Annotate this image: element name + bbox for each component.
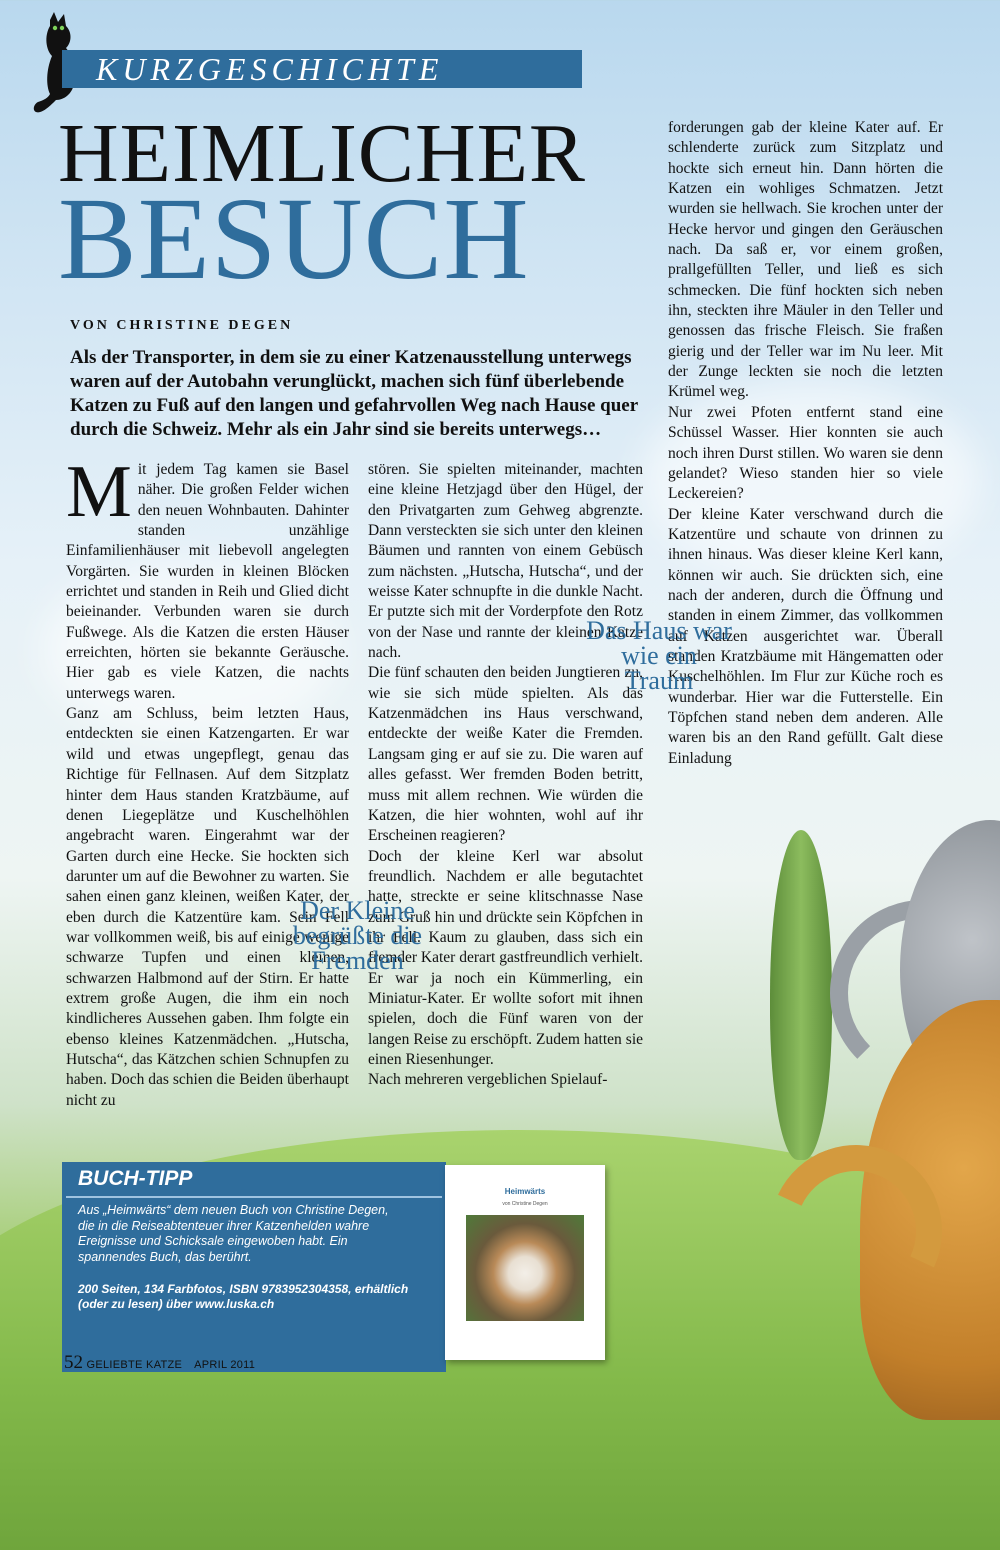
issue-date: APRIL 2011 [194, 1359, 256, 1371]
cypress-tree [770, 830, 832, 1160]
article-column-2 [368, 460, 643, 1091]
paragraph: Der kleine Kater verschwand durch die Katzentüre und schaute von drinnen zu ihnen hinaus. Was dieser kleine Kerl kann, können wir auch. Sie drückten sich, eine nach der anderen, durch die Öffnung und standen in einem Zimmer, das vollkommen auf Katzen ausgerichtet war. Überall standen Kratzbäume mit Hängematten oder Kuschelhöhlen. Im Flur zur Küche roch es wunderbar. Hier war die Futterstelle. Ein Töpfchen stand neben dem anderen. Alle waren bis an den Rand gefüllt. Galt diese Einladung [668, 505, 943, 767]
book-tip-box [62, 1162, 446, 1372]
lead-paragraph: Als der Transporter, in dem sie zu einer Katzenausstellung unterwegs waren auf der Autobahn verunglückt, machen sich fünf überlebende Katzen zu Fuß auf den langen und gefahrvollen Weg nach Hause quer durch die Schweiz. Mehr als ein Jahr sind sie bereits unterwegs… [70, 347, 638, 440]
paragraph: Doch der kleine Kerl war absolut freundlich. Nachdem er alle begutachtet hatte, streckte er seine klitschnasse Nase zum Gruß hin und drückte sein Köpfchen in ihr Fell. Kaum zu glauben, dass sich ein fremder Kater derart gastfreundlich verhielt. Er war ja noch ein Kümmerling, ein Miniatur-Kater. Er wollte sofort mit ihnen spielen, doch die Fünf waren von der langen Reise zu erschöpft. Zudem hatten sie einen Riesenhunger. [368, 847, 643, 1068]
book-cover-title: Heimwärts [504, 1187, 546, 1196]
page-number: 52 [64, 1352, 83, 1373]
book-cover-author: von Christine Degen [502, 1201, 548, 1207]
paragraph: forderungen gab der kleine Kater auf. Er schlenderte zurück zum Sitzplatz und hockte sich erneut hin. Dann hörten die Katzen ein wohliges Schmatzen. Jetzt wurden sie hellwach. Sie krochen unter der Hecke hervor und gingen den Geräuschen nach. Da saß er, vor einem großen, prallgefüllten Teller, und ließ es sich schmecken. Die fünf hockten sich neben ihn, steckten ihre Mäuler in den Teller und genossen das frische Fleisch. Sie fraßen gierig und der Teller war im Nu leer. Mit der Zunge leckten sie noch die letzten Krümel weg. [668, 119, 943, 401]
headline-line-2: BESUCH [58, 173, 530, 304]
book-tip-text: Aus „Heimwärts“ dem neuen Buch von Christine Degen, die in die Reiseabtenteuer ihrer Katzenhelden wahre Ereignisse und Schicksale eingewoben habt. Ein spannendes Buch, das berührt. [78, 1203, 389, 1264]
drop-cap: M [66, 451, 132, 533]
headline-line-1: HEIMLICHER [58, 107, 586, 200]
article-column-1 [66, 451, 349, 1111]
paragraph: Nach mehreren vergeblichen Spielauf- [368, 1071, 608, 1089]
kicker-text: KURZGESCHICHTE [96, 51, 444, 87]
kitten-photo [466, 1215, 584, 1321]
separator: • [185, 1357, 191, 1372]
paragraph: it jedem Tag kamen sie Basel näher. Die großen Felder wichen den neuen Wohnbauten. Dahinter standen unzählige Einfamilienhäuser mit liebevoll angelegten Vorgärten. Sie wurden in kleinen Blöcken errichtet und standen in Reih und Glied dicht beieinander. Verbunden waren sie durch Fußwege. Als die Katzen die ersten Häuser erreichten, hörten sie bekannte Geräusche. Hier gab es viele Katzen, die nachts unterwegs waren. [66, 461, 349, 702]
paragraph: Nur zwei Pfoten entfernt stand eine Schüssel Wasser. Hier konnten sie auch noch ihren Durst stillen. Wo waren sie denn gelandet? Wieso standen hier so viele Leckereien? [668, 403, 943, 503]
divider [66, 1196, 442, 1198]
paragraph: stören. Sie spielten miteinander, machten eine kleine Hetzjagd über den Hügel, der den Privatgarten zum Gehweg abgrenzte. Dann versteckten sie sich unter den kleinen Bäumen und rannten von einem Gebüsch zum nächsten. „Hutscha, Hutscha“, und der weisse Kater schnupfte in die dunkle Nacht. Er putzte sich mit der Vorderpfote den Rotz von der Nase und rannte der kleinen Katze nach. [368, 461, 643, 662]
book-tip-heading: BUCH-TIPP [78, 1167, 193, 1190]
pull-quote: Der Kleine begrüßte die Fremden [292, 896, 423, 975]
paragraph: Ganz am Schluss, beim letzten Haus, entdeckten sie einen Katzengarten. Er war wild und etwas ungepflegt, genau das Richtige für Fellnasen. Auf dem Sitzplatz hinter dem Haus standen Kratzbäume, auf denen Liegeplätze und Kuschelhöhlen angebracht waren. Eingerahmt war der Garten durch eine Hecke. Sie hockten sich darunter um auf die Bewohner zu warten. Sie sahen einen ganz kleinen, weißen Kater, der eben durch die Katzentüre kam. Sein Fell war vollkommen weiß, bis auf einige wenige schwarze Tupfen und einen kleinen, schwarzen Halbmond auf der Stirn. Er hatte extrem große Augen, die ihm ein noch kindlicheres Aussehen gaben. Ihm folgte ein ebenso kleines Katzenmädchen. „Hutscha, Hutscha“, das Kätzchen schien Schnupfen zu haben. Doch das schien die Beiden überhaupt nicht zu [66, 705, 349, 1109]
book-tip-details: 200 Seiten, 134 Farbfotos, ISBN 9783952304358, erhältlich (oder zu lesen) über www.luska.ch [78, 1282, 409, 1311]
byline: VON CHRISTINE DEGEN [70, 318, 294, 333]
pull-quote: Das Haus war wie ein Traum [586, 616, 732, 695]
magazine-name: GELIEBTE KATZE [86, 1359, 183, 1371]
paragraph: Die fünf schauten den beiden Jungtieren zu, wie sie sich müde spielten. Als das Katzenmädchen ins Haus verschwand, entdeckte der weiße Kater die Fremden. Langsam ging er auf sie zu. Die waren auf alles gefasst. Wer fremden Boden betritt, muss mit allem rechnen. Wie würden die Katzen, die hier wohnten, wohl auf ihr Erscheinen reagieren? [368, 664, 643, 845]
book-cover [445, 1165, 605, 1360]
page-footer [64, 1352, 255, 1374]
